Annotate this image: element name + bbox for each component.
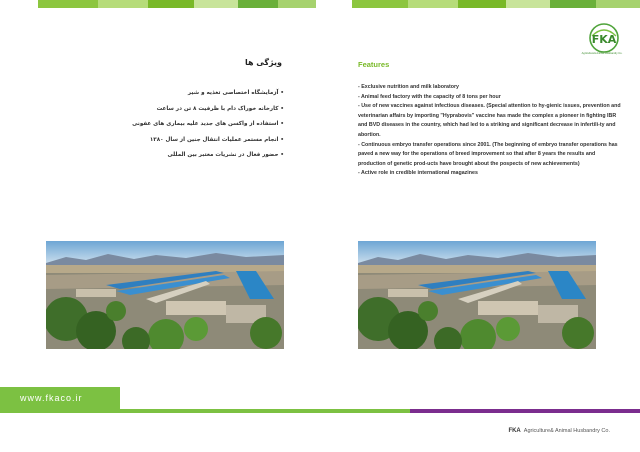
- list-item: • کارخانه خوراک دام با ظرفیت ۸ تن در ساعت: [156, 105, 284, 112]
- website-url[interactable]: www.fkaco.ir: [20, 393, 83, 403]
- list-item: - Use of new vaccines against infectious diseases. (Special attention to hy-gienic issues, prevention and veterinarian affairs by importing "Hyprabovis" vaccine has made the complex a pioneer in fighting IBR and BVD diseases in the country, which had led to a striking and significant decrease in infertili-ty and abortion.: [358, 103, 621, 138]
- logo-letters: FKA: [591, 33, 617, 46]
- footer-stripe-green: [0, 409, 320, 413]
- top-color-bar: [38, 0, 316, 8]
- farm-photo: [358, 241, 596, 349]
- company-footer: [508, 428, 610, 434]
- website-banner[interactable]: [0, 387, 120, 409]
- footer-company: Agriculture& Animal Husbandry Co.: [523, 428, 610, 434]
- list-item: - Animal feed factory with the capacity of 8 tons per hour: [358, 93, 501, 100]
- features-title: Features: [358, 60, 390, 69]
- persian-features-list: [44, 86, 284, 164]
- list-item: - Continuous embryo transfer operations since 2001. (The beginning of embryo transfer operations has paved a new way for the operations of breed improvement so that after 8 years the results and production of genetic prod-ucts have brought about the pospects of new achievements): [358, 141, 618, 167]
- list-item: - Exclusive nutrition and milk laboratory: [358, 84, 459, 90]
- footer-brand: FKA: [508, 428, 521, 434]
- list-item: • حضور فعال در نشریات معتبر بین المللی: [167, 152, 284, 159]
- list-item: - Active role in credible international magazines: [358, 170, 478, 177]
- list-item: • استفاده از واکسن های جدید علیه بیماری های عفونی: [132, 121, 284, 128]
- farm-photo: [46, 241, 284, 349]
- top-color-bar: [352, 0, 640, 8]
- footer-stripe-green: [320, 409, 410, 413]
- right-page: [320, 0, 640, 452]
- list-item: • انجام مستمر عملیات انتقال جنین از سال ۱۳۸۰: [149, 136, 284, 143]
- logo-caption: Agriculture& Animal Husbandry Co.: [581, 52, 623, 55]
- list-item: • آزمایشگاه اختصاصی تغذیه و شیر: [187, 90, 284, 96]
- footer-stripe-purple: [410, 409, 640, 413]
- features-list: [358, 83, 622, 179]
- persian-features-title: ویژگی ها: [244, 58, 282, 67]
